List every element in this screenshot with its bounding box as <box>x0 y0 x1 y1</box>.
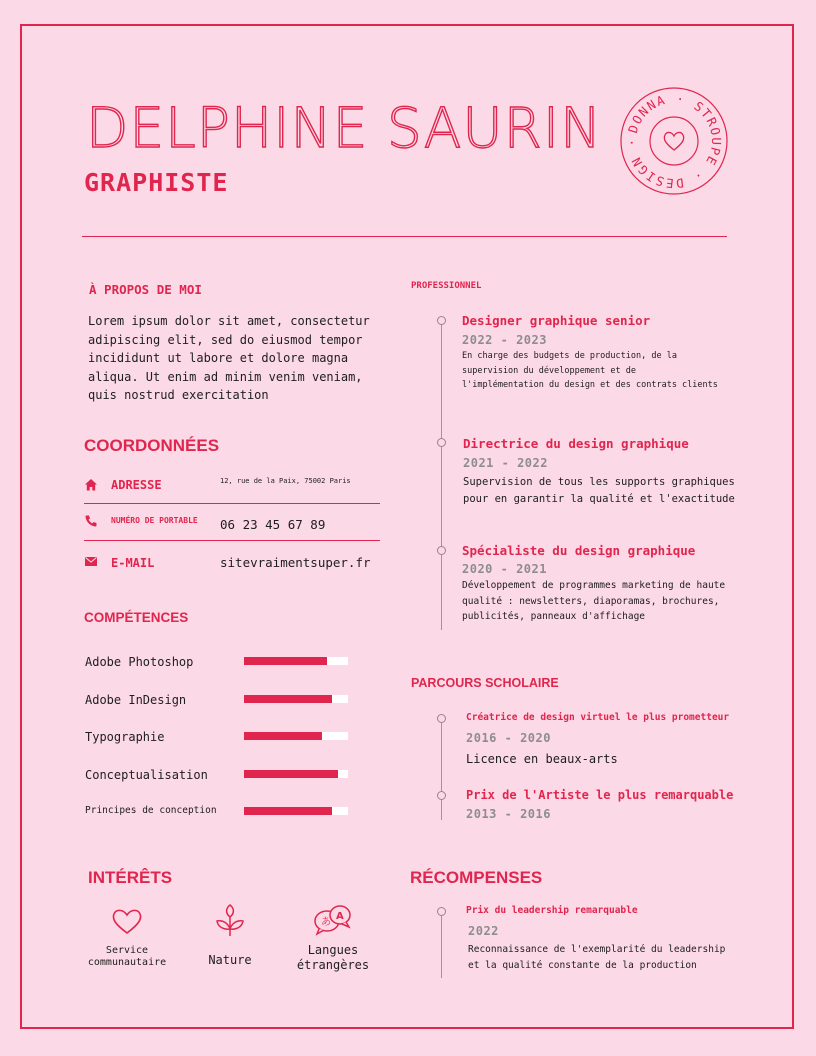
education-years: 2013 - 2016 <box>466 807 551 821</box>
timeline-line <box>441 325 442 630</box>
header-divider <box>82 236 727 237</box>
job-years: 2022 - 2023 <box>462 333 547 347</box>
timeline-line <box>441 720 442 820</box>
timeline-dot <box>437 438 446 447</box>
job-title: Spécialiste du design graphique <box>462 543 696 558</box>
svg-text:DONNA · STROUPE · DESIGN · <box>624 91 724 191</box>
leaf-icon <box>212 903 248 939</box>
skill-bar <box>244 807 348 815</box>
about-title: À PROPOS DE MOI <box>89 282 202 297</box>
professional-title: PROFESSIONNEL <box>411 281 482 291</box>
skills-title: COMPÉTENCES <box>84 610 189 625</box>
education-title: PARCOURS SCHOLAIRE <box>411 676 559 690</box>
job-description: En charge des budgets de production, de la supervision du développement et de l'implémentation du design et des contrats clients <box>462 351 718 390</box>
contact-divider <box>84 503 380 504</box>
skill-bar <box>244 732 348 740</box>
candidate-role: GRAPHISTE <box>84 168 229 197</box>
address-label: ADRESSE <box>111 478 162 492</box>
timeline-dot <box>437 791 446 800</box>
stamp-logo <box>619 86 729 196</box>
contact-divider <box>84 540 380 541</box>
contact-row-phone <box>84 514 380 534</box>
interest-item <box>190 903 270 967</box>
mail-icon <box>84 554 98 568</box>
interest-label: Nature <box>208 953 252 967</box>
skill-label: Adobe InDesign <box>85 693 187 707</box>
job-description: Développement de programmes marketing de haute qualité : newsletters, diaporamas, brochures, publicités, panneaux d'affichage <box>462 580 726 622</box>
job-years: 2021 - 2022 <box>463 456 548 470</box>
skill-label: Conceptualisation <box>85 768 208 782</box>
skill-label: Principes de conception <box>85 805 217 816</box>
phone-label: NUMÉRO DE PORTABLE <box>111 516 198 525</box>
job-description: Supervision de tous les supports graphiques pour en garantir la qualité et l'exactitude <box>463 476 735 505</box>
candidate-name: DELPHINE SAURIN <box>86 96 603 160</box>
job-title: Designer graphique senior <box>462 313 651 328</box>
about-text: Lorem ipsum dolor sit amet, consectetur adipiscing elit, sed do eiusmod tempor incididunt ut labore et dolore magna aliqua. Ut enim ad minim venim veniam, quis nostrud exercitation <box>88 314 370 402</box>
award-description: Reconnaissance de l'exemplarité du leadership et la qualité constante de la production <box>468 944 726 971</box>
languages-icon <box>311 903 355 937</box>
home-icon <box>84 478 98 492</box>
contact-row-email <box>84 553 380 573</box>
job-title: Directrice du design graphique <box>463 436 689 451</box>
timeline-dot <box>437 546 446 555</box>
interest-item <box>285 903 381 973</box>
stamp-text: DONNA · STROUPE · DESIGN · <box>623 90 725 192</box>
skill-bar <box>244 657 348 665</box>
svg-text:A: A <box>336 911 344 922</box>
awards-title: RÉCOMPENSES <box>410 868 543 887</box>
skill-bar-fill <box>244 695 332 703</box>
skill-label: Adobe Photoshop <box>85 655 194 669</box>
job-years: 2020 - 2021 <box>462 562 547 576</box>
interest-label: Langues étrangères <box>296 943 370 972</box>
timeline-dot <box>437 907 446 916</box>
education-years: 2016 - 2020 <box>466 731 551 745</box>
stamp-heart-icon <box>664 132 683 150</box>
timeline-dot <box>437 316 446 325</box>
interests-title: INTÉRÊTS <box>88 868 173 887</box>
email-label: E-MAIL <box>111 556 155 570</box>
address-value: 12, rue de la Paix, 75002 Paris <box>220 477 351 485</box>
skill-label: Typographie <box>85 730 165 744</box>
skill-bar-fill <box>244 807 332 815</box>
interest-label: Service communautaire <box>87 945 167 968</box>
award-years: 2022 <box>468 924 499 938</box>
skill-bar-fill <box>244 657 327 665</box>
timeline-line <box>441 914 442 978</box>
interest-item <box>82 905 172 969</box>
skill-bar-fill <box>244 732 322 740</box>
education-description: Licence en beaux-arts <box>466 752 618 766</box>
award-title: Prix du leadership remarquable <box>466 905 638 916</box>
contact-row-address <box>84 477 380 497</box>
phone-icon <box>84 514 98 528</box>
timeline-dot <box>437 714 446 723</box>
skill-bar <box>244 695 348 703</box>
education-title-item: Créatrice de design virtuel le plus prometteur <box>466 712 730 723</box>
svg-text:あ: あ <box>321 917 331 928</box>
phone-value: 06 23 45 67 89 <box>220 517 326 532</box>
skill-bar-fill <box>244 770 338 778</box>
heart-icon <box>110 905 144 937</box>
contact-title: COORDONNÉES <box>84 436 220 455</box>
education-title-item: Prix de l'Artiste le plus remarquable <box>466 788 734 802</box>
skill-bar <box>244 770 348 778</box>
email-value[interactable]: sitevraimentsuper.fr <box>220 555 371 570</box>
